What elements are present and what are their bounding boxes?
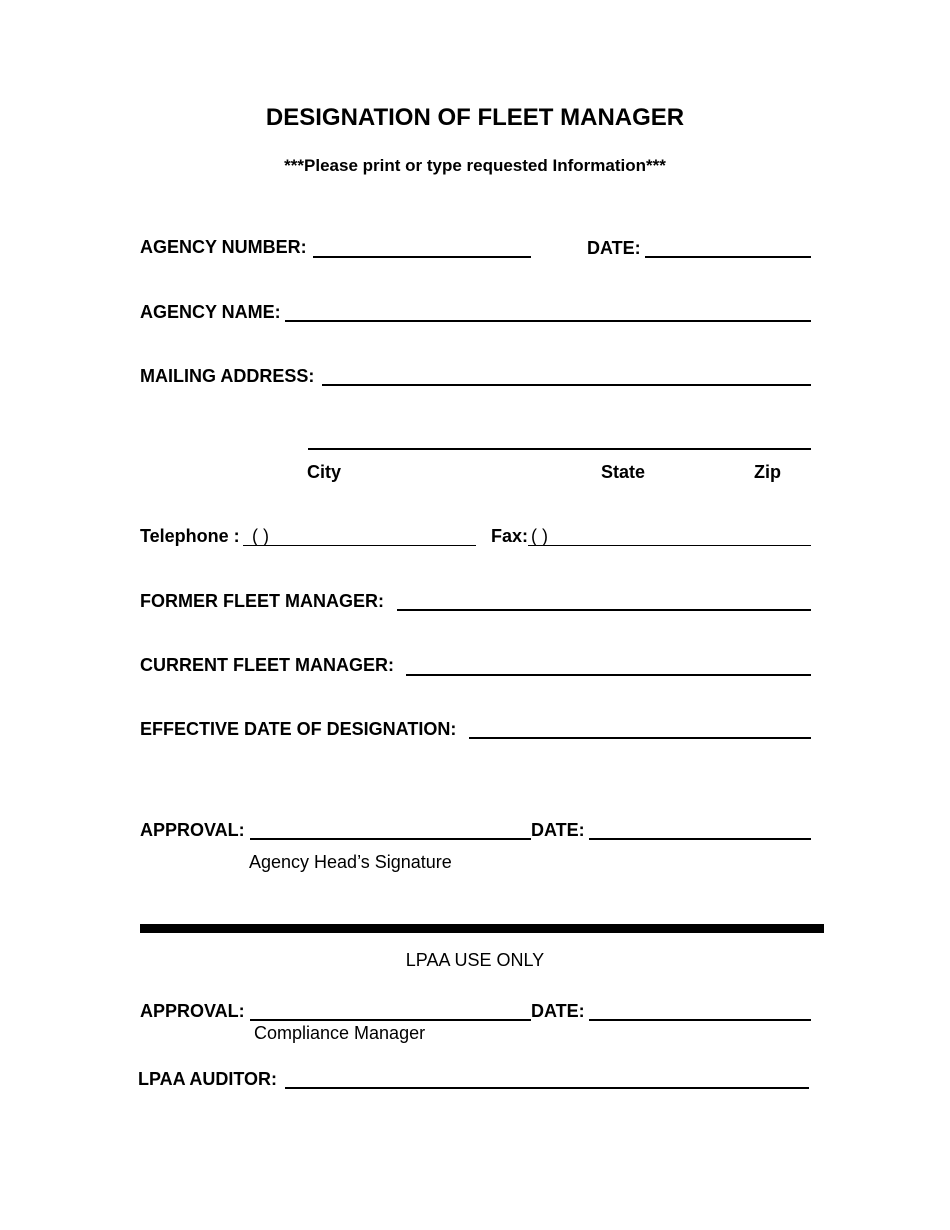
form-title: DESIGNATION OF FLEET MANAGER <box>265 104 685 131</box>
date-field[interactable] <box>645 256 811 258</box>
fax-label: Fax: <box>491 526 529 546</box>
agency-number-field[interactable] <box>313 256 531 258</box>
lpaa-date-label: DATE: <box>531 1001 585 1021</box>
compliance-manager-caption: Compliance Manager <box>254 1023 426 1043</box>
telephone-label: Telephone : <box>140 526 240 546</box>
approval-label: APPROVAL: <box>140 820 245 840</box>
approval-date-field[interactable] <box>589 838 811 840</box>
mailing-address-label: MAILING ADDRESS: <box>140 366 315 386</box>
approval-date-label: DATE: <box>531 820 585 840</box>
state-caption: State <box>601 462 646 482</box>
telephone-area-code: ( ) <box>252 526 269 546</box>
zip-caption: Zip <box>754 462 781 482</box>
former-fleet-manager-field[interactable] <box>397 609 811 611</box>
lpaa-section-title: LPAA USE ONLY <box>405 950 545 970</box>
effective-date-label: EFFECTIVE DATE OF DESIGNATION: <box>140 719 457 739</box>
mailing-address-field[interactable] <box>322 384 811 386</box>
current-fleet-manager-label: CURRENT FLEET MANAGER: <box>140 655 394 675</box>
agency-name-field[interactable] <box>285 320 811 322</box>
lpaa-auditor-field[interactable] <box>285 1087 809 1089</box>
lpaa-auditor-label: LPAA AUDITOR: <box>138 1069 277 1089</box>
effective-date-field[interactable] <box>469 737 811 739</box>
current-fleet-manager-field[interactable] <box>406 674 811 676</box>
fax-area-code: ( ) <box>531 526 548 546</box>
lpaa-date-field[interactable] <box>589 1019 811 1021</box>
city-state-zip-field[interactable] <box>308 448 811 450</box>
form-subtitle: ***Please print or type requested Information*** <box>284 156 666 175</box>
date-label: DATE: <box>587 238 641 258</box>
city-caption: City <box>307 462 342 482</box>
telephone-field[interactable] <box>243 545 476 546</box>
lpaa-approval-field[interactable] <box>250 1019 531 1021</box>
lpaa-approval-label: APPROVAL: <box>140 1001 245 1021</box>
section-divider <box>140 924 824 933</box>
agency-number-label: AGENCY NUMBER: <box>140 237 307 257</box>
former-fleet-manager-label: FORMER FLEET MANAGER: <box>140 591 384 611</box>
approval-signature-field[interactable] <box>250 838 531 840</box>
signature-caption: Agency Head’s Signature <box>249 852 452 872</box>
agency-name-label: AGENCY NAME: <box>140 302 281 322</box>
fax-field[interactable] <box>528 545 811 546</box>
